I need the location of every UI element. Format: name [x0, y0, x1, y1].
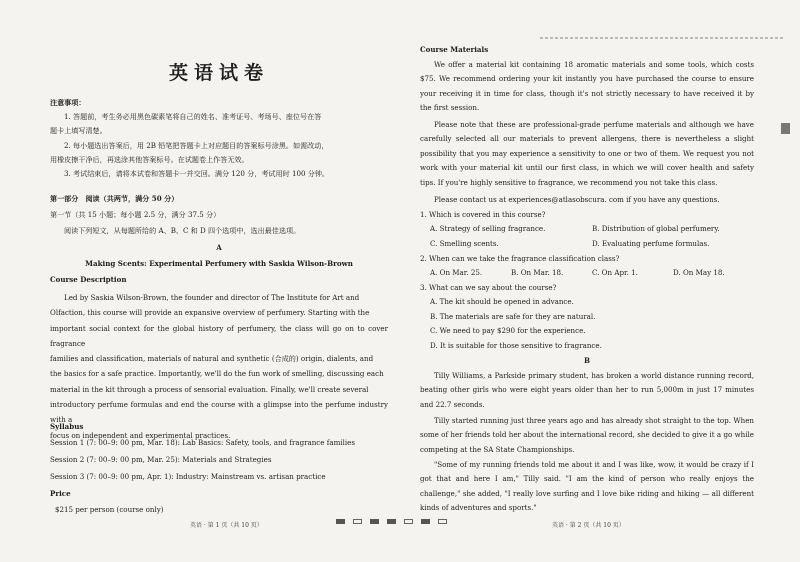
materials-para-3: Please contact us at experiences@atlasobscura. com if you have any questions.	[434, 195, 720, 204]
course-materials-heading: Course Materials	[420, 45, 489, 54]
option: B. On Mar. 18.	[511, 268, 564, 278]
option: D. On May 18.	[673, 268, 725, 278]
session-1: Session 1 (7: 00–9: 00 pm, Mar. 18): Lab Basics: Safety, tools, and fragrance families	[50, 438, 355, 447]
scan-mark	[404, 519, 413, 524]
desc-line: families and classification, materials of natural and synthetic (合成的) origin, dialents, and	[50, 354, 374, 364]
section1-heading: 第一节（共 15 小题；每小题 2.5 分，满分 37.5 分）	[50, 210, 221, 219]
syllabus-heading: Syllabus	[50, 422, 84, 431]
passage-b-para-3: "Some of my running friends told me about it and I was like, wow, it would be crazy if I got that and here I am," Tilly said. "I am the kind of person who really enjoys the challenge," she added, "I really love surfing and I love bike riding and hiking — all different kinds of adventures and sports."	[420, 460, 754, 513]
option: D. It is suitable for those sensitive to fragrance.	[430, 340, 602, 350]
option: A. On Mar. 25.	[430, 268, 483, 278]
course-description-heading: Course Description	[50, 275, 127, 284]
notice-item-2a: 2. 每小题选出答案后，用 2B 铅笔把答题卡上对应题目的答案标号涂黑。如需改动，	[64, 141, 329, 150]
option: C. We need to pay $290 for the experience.	[430, 326, 586, 336]
scan-mark	[353, 519, 362, 524]
footer-left-page-number: 英语 · 第 1 页（共 10 页）	[190, 522, 263, 529]
session-2: Session 2 (7: 00–9: 00 pm, Mar. 25): Materials and Strategies	[50, 455, 272, 464]
scan-mark	[421, 519, 430, 524]
question-stem: 2. When can we take the fragrance classification class?	[420, 254, 620, 263]
option: C. On Apr. 1.	[592, 268, 638, 278]
question-1	[420, 208, 754, 251]
session-3: Session 3 (7: 00–9: 00 pm, Apr. 1): Industry: Mainstream vs. artisan practice	[50, 472, 326, 481]
scan-mark	[336, 519, 345, 524]
scan-marks	[336, 519, 447, 524]
option: A. The kit should be opened in advance.	[430, 297, 574, 307]
desc-line: introductory perfume formulas and end the course with a glimpse into the perfume industry with a	[50, 400, 388, 425]
course-description	[50, 290, 388, 443]
desc-line: important social context for the global history of perfumery, the class will go on to cover fragrance	[50, 323, 388, 348]
desc-line: the basics for a safe practice. Importantly, we'll do the fun work of smelling, discussing each	[50, 369, 384, 379]
page-title: 英语试卷	[168, 62, 269, 84]
passage-b-para-2: Tilly started running just three years ago and has already shot straight to the top. When some of her friends told her about the international record, she decided to give it a go while competing at the SA State Championships.	[420, 416, 754, 454]
desc-line: Olfaction, this course will provide an expansive overview of perfumery. Starting with the	[50, 308, 370, 318]
option: B. Distribution of global perfumery.	[592, 224, 720, 234]
materials-para-1: We offer a material kit containing 18 aromatic materials and some tools, which costs $75. We recommend ordering your kit instantly you have purchased the course to ensure your receiving it in time for class, though it's not strictly necessary to have received it by the first session.	[420, 60, 754, 113]
desc-line: Led by Saskia Wilson-Brown, the founder and director of The Institute for Art and	[64, 293, 360, 302]
option: B. The materials are safe for they are natural.	[430, 311, 596, 321]
question-stem: 3. What can we say about the course?	[420, 283, 557, 292]
part1-heading: 第一部分 阅读（共两节，满分 50 分）	[50, 194, 179, 203]
option: C. Smelling scents.	[430, 238, 499, 248]
question-3	[420, 281, 754, 353]
passage-b-label: B	[584, 356, 590, 365]
option: A. Strategy of selling fragrance.	[430, 224, 546, 234]
passage-a-title: Making Scents: Experimental Perfumery with Saskia Wilson-Brown	[85, 259, 353, 268]
notice-item-1a: 1. 答题前，考生务必用黑色碳素笔将自己的姓名、准考证号、考场号、座位号在答	[64, 112, 322, 121]
passage-b-para-1: Tilly Williams, a Parkside primary student, has broken a world distance running record, beating other girls who were eight years older than her to run 5,000m in just 17 minutes and 22.7 seconds.	[420, 371, 754, 409]
materials-para-2: Please note that these are professional-grade perfume materials and although we have carefully selected all our materials to prevent allergens, there is nevertheless a slight possibility that you may experience a sensitivity to one or two of them. We request you not work with your material kit until our first class, in which we will cover health and safety tips. If you're highly sensitive to fragrance, we recommend you not take this class.	[420, 120, 754, 187]
scan-mark	[438, 519, 447, 524]
page-edge-marker	[781, 123, 790, 134]
price-heading: Price	[50, 489, 71, 498]
question-2	[420, 252, 754, 281]
scan-mark	[387, 519, 396, 524]
scan-mark	[370, 519, 379, 524]
footer-right-page-number: 英语 · 第 2 页（共 10 页）	[552, 522, 625, 529]
option: D. Evaluating perfume formulas.	[592, 238, 710, 248]
question-stem: 1. Which is covered in this course?	[420, 210, 546, 219]
desc-line: focus on independent and experimental practices.	[50, 430, 231, 440]
header-rule	[540, 37, 785, 39]
price-value: $215 per person (course only)	[55, 505, 164, 514]
notice-heading: 注意事项：	[50, 98, 86, 107]
desc-line: material in the kit through a process of sensorial evaluation. Finally, we'll create several	[50, 384, 369, 394]
notice-item-1b: 题卡上填写清楚。	[50, 126, 107, 135]
instruction: 阅读下列短文，从每题所给的 A、B、C 和 D 四个选项中，选出最佳选项。	[64, 226, 301, 235]
passage-a-label: A	[216, 243, 222, 252]
notice-item-3: 3. 考试结束后，请将本试卷和答题卡一并交回。满分 120 分，考试用时 100 分钟。	[64, 169, 330, 178]
notice-item-2b: 用橡皮擦干净后，再选涂其他答案标号。在试题卷上作答无效。	[50, 155, 249, 164]
